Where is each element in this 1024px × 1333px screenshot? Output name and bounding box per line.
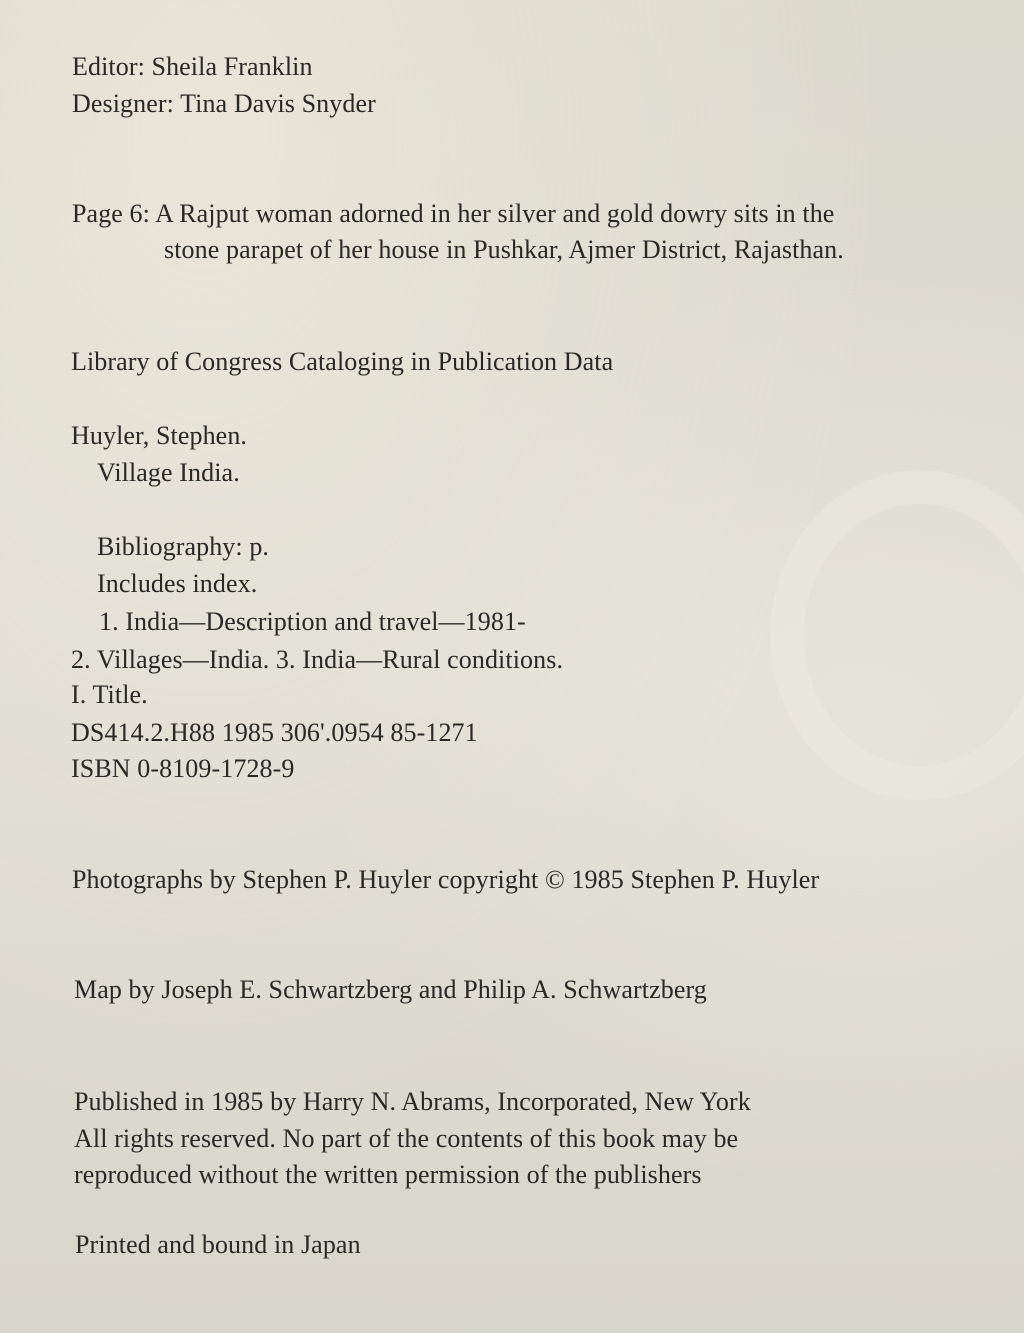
caption-line-2: stone parapet of her house in Pushkar, Ajmer District, Rajasthan.	[164, 235, 844, 264]
map-credit: Map by Joseph E. Schwartzberg and Philip A. Schwartzberg	[74, 975, 707, 1004]
publisher-line-2: All rights reserved. No part of the contents of this book may be	[74, 1124, 739, 1153]
cip-isbn: ISBN 0-8109-1728-9	[71, 754, 295, 783]
editor-credit: Editor: Sheila Franklin	[72, 52, 313, 81]
caption-line-1: Page 6: A Rajput woman adorned in her silver and gold dowry sits in the	[72, 199, 835, 228]
printed-in: Printed and bound in Japan	[75, 1230, 361, 1259]
cip-subject-1: 1. India—Description and travel—1981-	[99, 607, 526, 636]
show-through-shape	[770, 470, 1024, 800]
cip-heading: Library of Congress Cataloging in Publication Data	[71, 347, 614, 376]
publisher-line-1: Published in 1985 by Harry N. Abrams, Incorporated, New York	[74, 1087, 751, 1116]
cip-author: Huyler, Stephen.	[71, 421, 248, 450]
cip-bibliography: Bibliography: p.	[97, 532, 270, 561]
cip-subject-2: 2. Villages—India. 3. India—Rural conditions.	[71, 645, 564, 674]
photo-credit: Photographs by Stephen P. Huyler copyright © 1985 Stephen P. Huyler	[72, 865, 820, 894]
cip-title: Village India.	[97, 458, 240, 487]
cip-title-entry: I. Title.	[71, 680, 148, 709]
publisher-line-3: reproduced without the written permission of the publishers	[74, 1160, 702, 1189]
cip-index: Includes index.	[97, 569, 258, 598]
cip-classification: DS414.2.H88 1985 306'.0954 85-1271	[71, 718, 478, 747]
designer-credit: Designer: Tina Davis Snyder	[72, 89, 376, 118]
